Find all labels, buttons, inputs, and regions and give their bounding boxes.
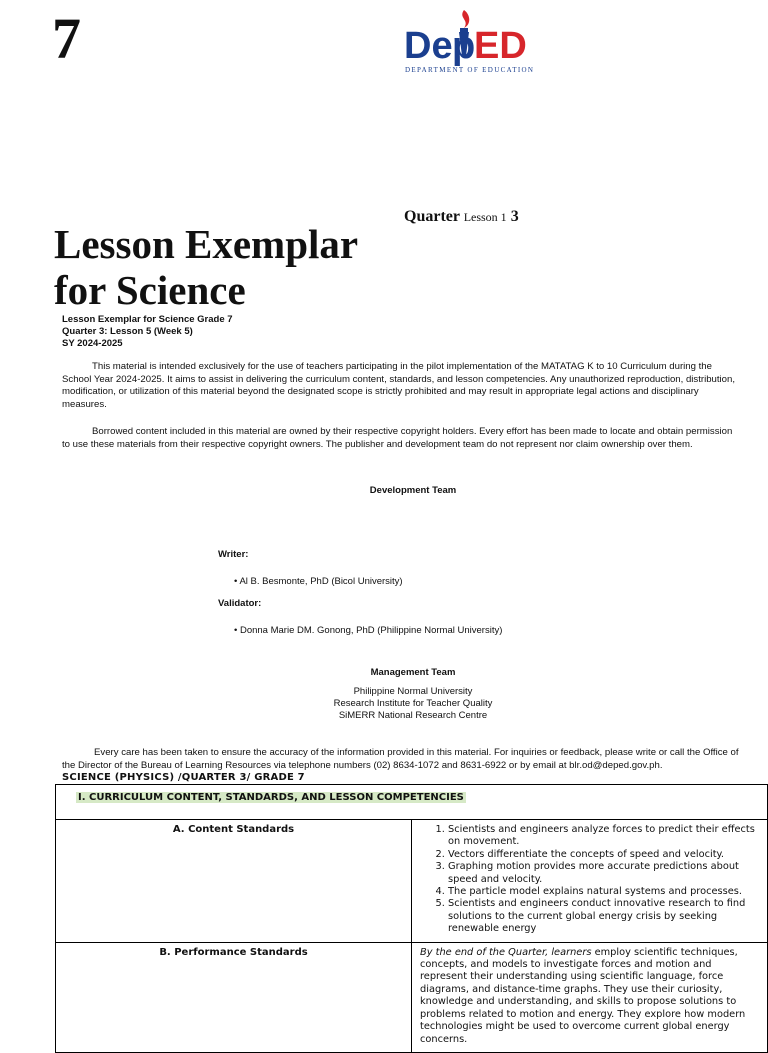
document-title-line-2: for Science (54, 267, 246, 313)
section-title: I. CURRICULUM CONTENT, STANDARDS, AND LESSON COMPETENCIES (78, 792, 464, 803)
quarter-label: Quarter (404, 208, 460, 225)
validator-name: • Donna Marie DM. Gonong, PhD (Philippine Normal University) (234, 625, 503, 636)
list-item: 4. The particle model explains natural systems and processes. (448, 886, 759, 898)
development-team-heading: Development Team (369, 485, 457, 496)
usage-notice: This material is intended exclusively for the use of teachers participating in the pilot implementation of the MATATAG K to 10 Curriculum during the School Year 2024-2025. It aims to assist in delivering the curriculum content, standards, and lesson competencies. Any unauthorized reproduction, distribution, modification, or utilization of this material beyond the designated scope is strictly prohibited and may result in appropriate legal actions and disciplinary measures. (62, 361, 736, 410)
subject-header: SCIENCE (PHYSICS) /QUARTER 3/ GRADE 7 (62, 772, 305, 783)
copyright-notice: Borrowed content included in this material are owned by their respective copyright holders. Every effort has been made to locate and obtain permission to use these materials from their respective copyright owners. The publisher and development team do not represent nor claim ownership over them. (62, 426, 733, 450)
list-item: 3. Graphing motion provides more accurate predictions about speed and velocity. (448, 861, 759, 886)
deped-logo (400, 6, 540, 78)
management-team-heading: Management Team (370, 667, 456, 678)
writer-name: • Al B. Besmonte, PhD (Bicol University) (234, 576, 403, 587)
management-line: SiMERR National Research Centre (338, 710, 488, 721)
performance-lead: By the end of the Quarter, learners (420, 946, 592, 958)
performance-standards-body (412, 942, 768, 1052)
svg-text:DEPARTMENT OF EDUCATION: DEPARTMENT OF EDUCATION (405, 66, 533, 74)
management-line: Philippine Normal University (353, 686, 473, 697)
management-line: Research Institute for Teacher Quality (333, 698, 493, 709)
list-item: 5. Scientists and engineers conduct innovative research to find solutions to the current global energy crisis by seeking renewable energy (448, 898, 759, 935)
lesson-label: Lesson 1 (463, 210, 507, 224)
meta-quarter-week: Quarter 3: Lesson 5 (Week 5) (62, 326, 193, 337)
quarter-number: 3 (510, 208, 519, 225)
meta-school-year: SY 2024-2025 (62, 338, 123, 349)
table-row (56, 820, 768, 943)
svg-text:De: De (404, 25, 453, 67)
svg-text:p: p (452, 25, 476, 67)
content-standards-body (412, 820, 768, 943)
contact-notice: Every care has been taken to ensure the accuracy of the information provided in this material. For inquiries or feedback, please write or call the Office of the Director of the Bureau of Learning Resources via telephone numbers (02) 8634-1072 and 8631-6922 or by email at blr.od@deped.gov.ph. (62, 747, 739, 771)
content-standards-list (420, 824, 759, 936)
table-row (56, 785, 768, 820)
grade-number: 7 (52, 6, 81, 71)
validator-label: Validator: (218, 598, 262, 609)
svg-text:ED: ED (474, 25, 527, 67)
section-title-cell (56, 785, 768, 820)
list-item: 2. Vectors differentiate the concepts of speed and velocity. (448, 849, 759, 861)
table-row (56, 942, 768, 1052)
performance-text: employ scientific techniques, concepts, and models to investigate forces and motion and represent their understanding using scientific language, force diagrams, and distance-time graphs. They use their curiosity, knowledge and understanding, and skills to propose solutions to problems related to motion and energy. They explore how modern technologies might be used to overcome current global energy concerns. (420, 946, 746, 1045)
meta-grade: Lesson Exemplar for Science Grade 7 (62, 314, 233, 325)
list-item: 1. Scientists and engineers analyze forces to predict their effects on movement. (448, 824, 759, 849)
document-title-line-1: Lesson Exemplar (54, 221, 359, 267)
performance-standards-label: B. Performance Standards (56, 942, 412, 1052)
writer-label: Writer: (218, 549, 249, 560)
curriculum-table (55, 784, 768, 1053)
content-standards-label: A. Content Standards (56, 820, 412, 943)
quarter-lesson-line (404, 208, 519, 226)
